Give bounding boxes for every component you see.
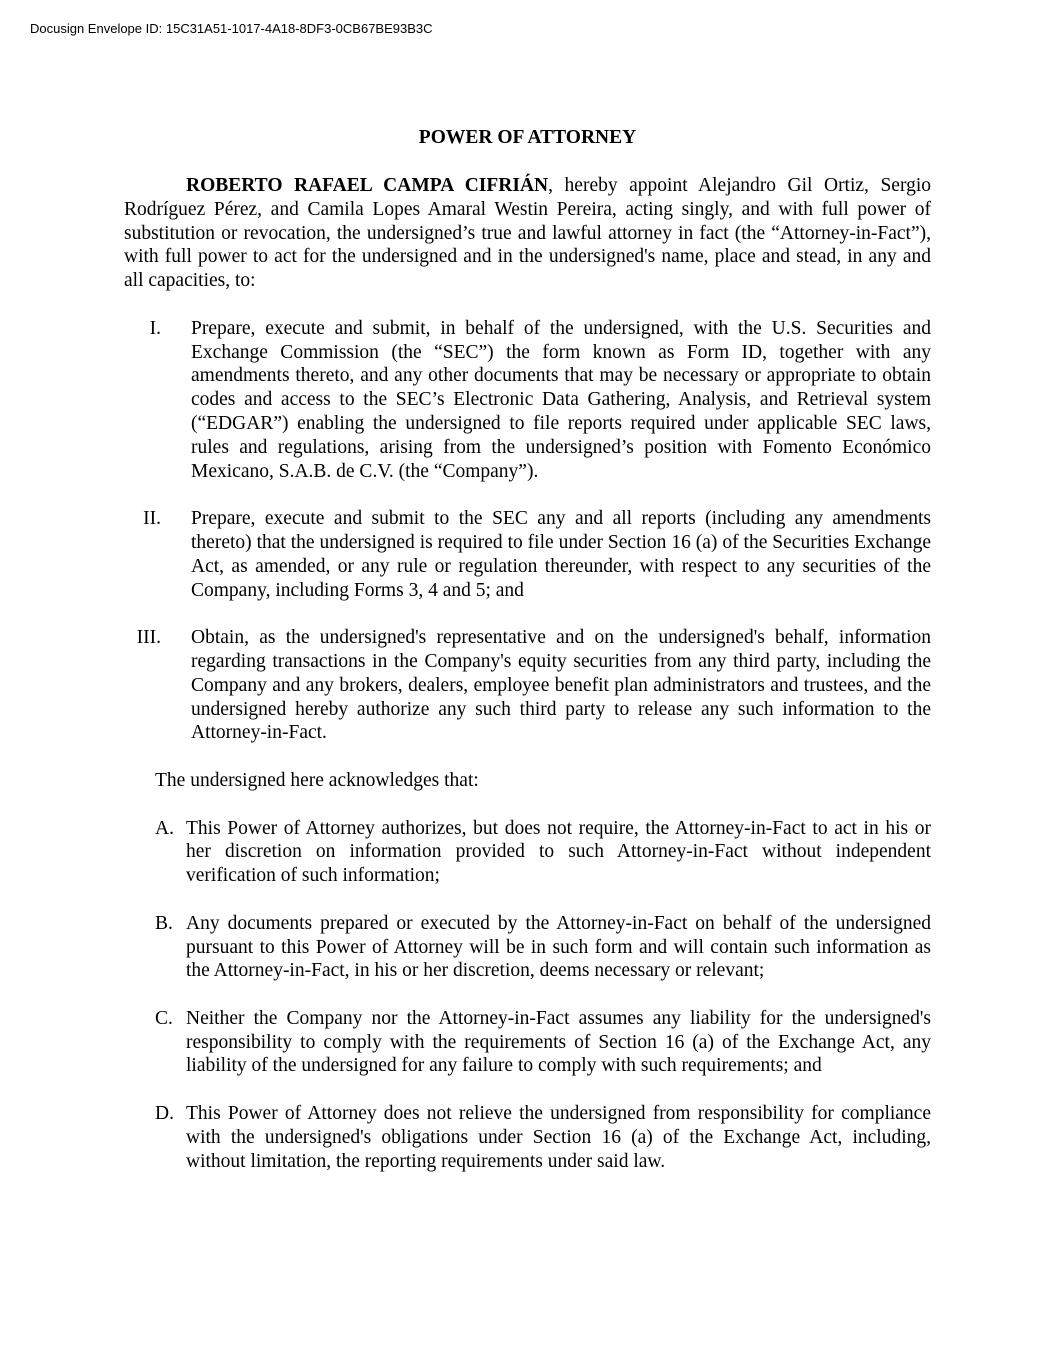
- item-number: I.: [149, 317, 161, 339]
- document-title: POWER OF ATTORNEY: [418, 127, 637, 148]
- ack-item: [124, 817, 931, 888]
- ack-item: [124, 1007, 931, 1078]
- envelope-id: Docusign Envelope ID: 15C31A51-1017-4A18-8DF3-0CB67BE93B3C: [30, 21, 433, 36]
- item-text: Neither the Company nor the Attorney-in-Fact assumes any liability for the undersigned's responsibility to comply with the requirements of Section 16 (a) of the Exchange Act, any liability of the undersigned for any failure to comply with such requirements; and: [186, 1007, 931, 1077]
- document-body: [124, 174, 931, 1197]
- item-text: Prepare, execute and submit, in behalf of the undersigned, with the U.S. Securities and Exchange Commission (the “SEC”) the form known as Form ID, together with any amendments thereto, and any other documents that may be necessary or appropriate to obtain codes and access to the SEC’s Electronic Data Gathering, Analysis, and Retrieval system (“EDGAR”) enabling the undersigned to file reports required under applicable SEC laws, rules and regulations, arising from the undersigned’s position with Fomento Económico Mexicano, S.A.B. de C.V. (the “Company”).: [191, 317, 931, 482]
- item-letter: C.: [155, 1007, 173, 1029]
- item-letter: D.: [155, 1103, 174, 1125]
- intro-text: , hereby appoint Alejandro Gil Ortiz, Sergio Rodríguez Pérez, and Camila Lopes Amaral Westin Pereira, acting singly, and with full power of substitution or revocation, the undersigned’s true and lawful attorney in fact (the “Attorney-in-Fact”), with full power to act for the undersigned and in the undersigned's name, place and stead, in any and all capacities, to:: [124, 175, 932, 292]
- ack-item: [124, 1102, 931, 1173]
- power-item: [124, 626, 931, 745]
- power-item: [124, 317, 931, 484]
- item-text: Any documents prepared or executed by the Attorney-in-Fact on behalf of the undersigned pursuant to this Power of Attorney will be in such form and will contain such information as the Attorney-in-Fact, in his or her discretion, deems necessary or relevant;: [186, 912, 931, 982]
- item-letter: B.: [155, 912, 173, 934]
- power-item: [124, 507, 931, 602]
- grantor-name: ROBERTO RAFAEL CAMPA CIFRIÁN: [186, 175, 549, 196]
- item-number: II.: [143, 508, 161, 530]
- item-letter: A.: [155, 817, 174, 839]
- item-number: III.: [136, 627, 161, 649]
- ack-item: [124, 912, 931, 983]
- item-text: This Power of Attorney does not relieve the undersigned from responsibility for compliance with the undersigned's obligations under Section 16 (a) of the Exchange Act, including, without limitation, the reporting requirements under said law.: [186, 1103, 931, 1172]
- intro-paragraph: [124, 174, 931, 293]
- acknowledgement-intro: The undersigned here acknowledges that:: [155, 769, 479, 791]
- item-text: Obtain, as the undersigned's representative and on the undersigned's behalf, information regarding transactions in the Company's equity securities from any third party, including the Company and any brokers, dealers, employee benefit plan administrators and trustees, and the undersigned hereby authorize any such third party to release any such information to the Attorney-in-Fact.: [191, 627, 931, 744]
- item-text: This Power of Attorney authorizes, but does not require, the Attorney-in-Fact to act in his or her discretion on information provided to such Attorney-in-Fact without independent verification of such information;: [186, 817, 931, 887]
- item-text: Prepare, execute and submit to the SEC any and all reports (including any amendments thereto) that the undersigned is required to file under Section 16 (a) of the Securities Exchange Act, as amended, or any rule or regulation thereunder, with respect to any securities of the Company, including Forms 3, 4 and 5; and: [191, 508, 931, 601]
